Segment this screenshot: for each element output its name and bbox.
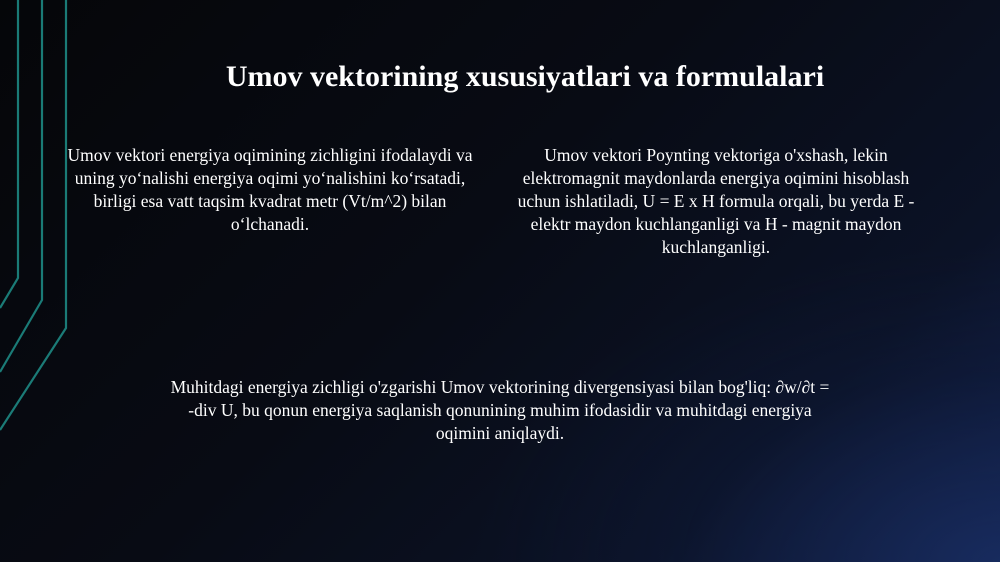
accent-line-inner	[0, 0, 18, 308]
left-text-block: Umov vektori energiya oqimining zichligini ifodalaydi va uning yo‘nalishi energiya oqimi yo‘nalishini ko‘rsatadi, birligi esa vatt taqsim kvadrat metr (Vt/m^2) bilan o‘lchanadi.	[67, 145, 473, 234]
slide-title: Umov vektorining xususiyatlari va formulalari	[225, 60, 825, 94]
bottom-text-block: Muhitdagi energiya zichligi o'zgarishi Umov vektorining divergensiyasi bilan bog'liq: ∂w/∂t = -div U, bu qonun energiya saqlanish qonunining muhim ifodasidir va muhitdagi energiya oqimini aniqlaydi.	[170, 377, 830, 443]
right-text-block: Umov vektori Poynting vektoriga o'xshash, lekin elektromagnit maydonlarda energiya oqimini hisoblash uchun ishlatiladi, U = E x H formula orqali, bu yerda E - elektr maydon kuchlanganligi va H - magnit maydon kuchlanganligi.	[517, 145, 915, 257]
accent-line-middle	[0, 0, 42, 372]
